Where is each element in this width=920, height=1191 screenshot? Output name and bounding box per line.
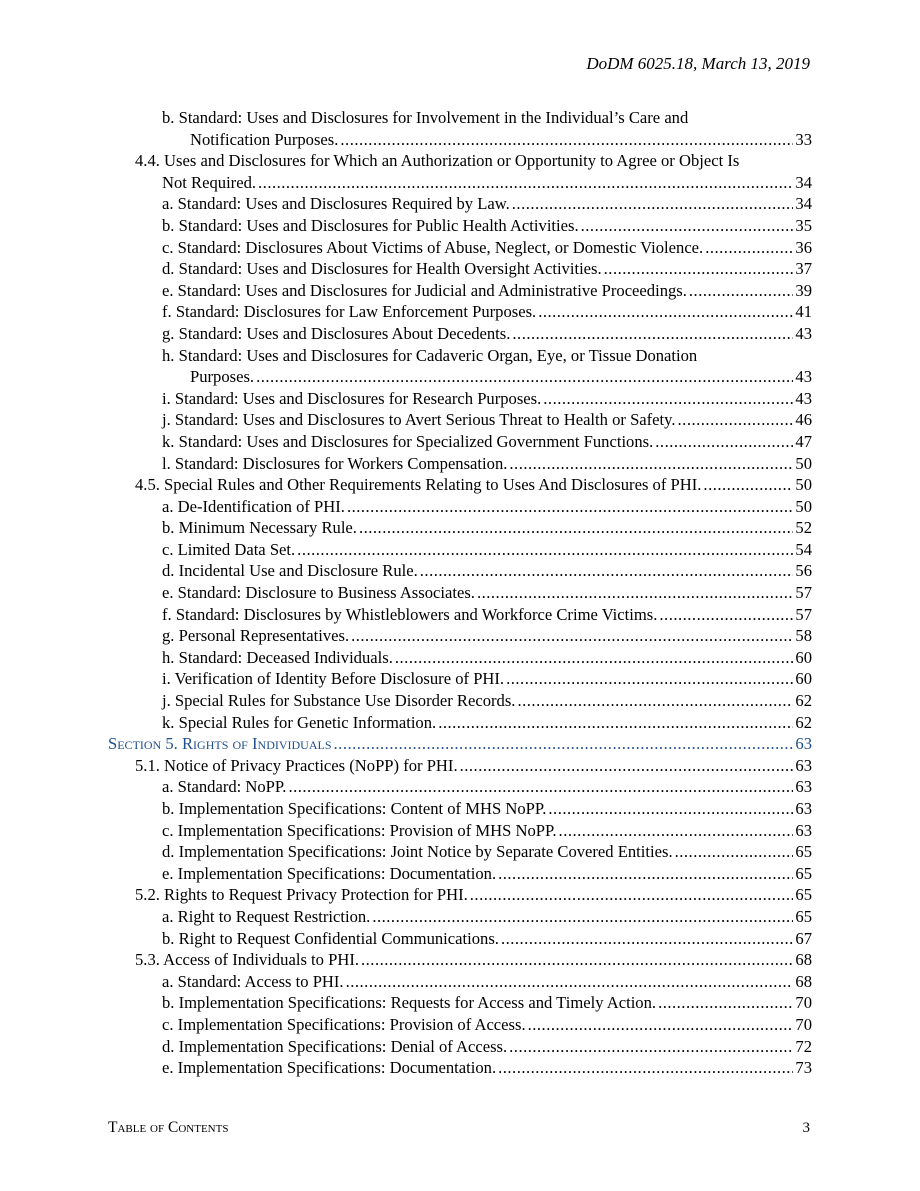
toc-entry-title: b. Implementation Specifications: Content of MHS NoPP.	[162, 799, 547, 818]
toc-entry	[108, 928, 812, 950]
toc-entry-title: a. Standard: Uses and Disclosures Required by Law.	[162, 194, 510, 214]
toc-page-number: 54	[795, 539, 812, 559]
toc-dot-leader	[581, 215, 794, 237]
toc-page-number: 56	[795, 561, 812, 581]
toc-entry-title: d. Implementation Specifications: Denial of Access.	[162, 1036, 508, 1056]
toc-entry-title: d. Implementation Specifications: Joint Notice by Separate Covered Entities.	[162, 842, 673, 862]
toc-page-number: 63	[795, 799, 812, 818]
toc-entry-title: e. Standard: Uses and Disclosures for Judicial and Administrative Proceedings.	[162, 280, 687, 300]
toc-entry	[108, 992, 812, 1014]
toc-page-number: 72	[795, 1036, 812, 1056]
toc-dot-leader	[361, 949, 793, 971]
toc-dot-leader	[470, 884, 794, 906]
toc-page-number: 35	[795, 215, 812, 235]
toc-dot-leader	[538, 301, 793, 323]
toc-entry	[108, 668, 812, 690]
toc-entry	[108, 820, 812, 842]
toc-page-number: 57	[795, 583, 812, 603]
toc-entry	[108, 906, 812, 928]
footer-label: Table of Contents	[108, 1119, 229, 1136]
toc-page-number: 62	[795, 691, 812, 711]
toc-entry-title: Section 5. Rights of Individuals	[108, 734, 332, 754]
toc-page-number: 68	[795, 971, 812, 991]
table-of-contents	[108, 107, 812, 1079]
toc-entry	[108, 884, 812, 906]
toc-entry-title: b. Minimum Necessary Rule.	[162, 518, 357, 538]
toc-entry	[108, 712, 812, 734]
toc-entry	[108, 690, 812, 712]
toc-dot-leader	[351, 625, 793, 647]
toc-entry-title: e. Implementation Specifications: Documentation.	[162, 863, 497, 883]
toc-page-number: 43	[795, 388, 812, 408]
toc-dot-leader	[297, 539, 793, 561]
toc-dot-leader	[460, 755, 794, 777]
toc-entry	[108, 625, 812, 647]
toc-dot-leader	[509, 1036, 793, 1058]
toc-dot-leader	[258, 172, 793, 194]
toc-entry-title: b. Right to Request Confidential Communications.	[162, 928, 499, 948]
toc-page-number: 50	[795, 475, 812, 495]
toc-entry	[108, 971, 812, 993]
toc-entry	[108, 215, 812, 237]
toc-entry	[108, 1036, 812, 1058]
toc-entry-title: i. Verification of Identity Before Disclosure of PHI.	[162, 669, 505, 689]
toc-entry-title: a. Right to Request Restriction.	[162, 906, 371, 926]
toc-page-number: 63	[795, 777, 812, 797]
toc-page-number: 65	[795, 906, 812, 926]
toc-dot-leader	[559, 820, 794, 842]
toc-page-number: 47	[795, 431, 812, 451]
document-header: DoDM 6025.18, March 13, 2019	[586, 54, 810, 73]
toc-entry-title: k. Standard: Uses and Disclosures for Specialized Government Functions.	[162, 431, 654, 451]
toc-page-number: 39	[795, 280, 812, 300]
toc-entry-title: 5.3. Access of Individuals to PHI.	[135, 950, 359, 970]
toc-page-number: 65	[795, 842, 812, 862]
toc-entry	[108, 863, 812, 885]
toc-entry-title: f. Standard: Disclosures by Whistleblowers and Workforce Crime Victims.	[162, 604, 658, 624]
toc-dot-leader	[347, 496, 793, 518]
toc-entry	[108, 949, 812, 971]
toc-entry-title: 5.2. Rights to Request Privacy Protection for PHI.	[135, 885, 468, 905]
toc-dot-leader	[498, 863, 793, 885]
toc-page-number: 43	[795, 323, 812, 343]
toc-page-number: 50	[795, 496, 812, 516]
toc-entry	[108, 453, 812, 475]
toc-entry	[108, 755, 812, 777]
toc-page-number: 46	[795, 410, 812, 430]
toc-entry-title: b. Implementation Specifications: Requests for Access and Timely Action.	[162, 993, 657, 1013]
toc-entry	[108, 301, 812, 323]
toc-entry	[108, 193, 812, 215]
toc-entry	[108, 237, 812, 259]
toc-page-number: 65	[795, 863, 812, 883]
footer-page-number: 3	[802, 1120, 810, 1136]
toc-dot-leader	[346, 971, 794, 993]
toc-page-number: 58	[795, 626, 812, 646]
toc-entry-title: 5.1. Notice of Privacy Practices (NoPP) for PHI.	[135, 755, 458, 775]
toc-dot-leader	[705, 237, 793, 259]
toc-entry-title: e. Standard: Disclosure to Business Associates.	[162, 583, 475, 603]
toc-entry	[108, 172, 812, 194]
toc-dot-leader	[512, 193, 794, 215]
toc-dot-leader	[689, 280, 794, 302]
toc-entry-title: c. Implementation Specifications: Provision of Access.	[162, 1014, 526, 1034]
page-footer	[108, 1119, 810, 1137]
toc-dot-leader	[528, 1014, 794, 1036]
toc-dot-leader	[498, 1057, 793, 1079]
toc-page-number: 70	[795, 1014, 812, 1034]
toc-entry-title: b. Standard: Uses and Disclosures for Public Health Activities.	[162, 215, 579, 235]
toc-entry-title: 4.5. Special Rules and Other Requirements Relating to Uses And Disclosures of PHI.	[135, 475, 702, 495]
toc-entry	[108, 388, 812, 410]
toc-dot-leader	[334, 733, 794, 755]
toc-dot-leader	[658, 992, 793, 1014]
toc-entry	[108, 1057, 812, 1079]
toc-entry	[108, 409, 812, 431]
toc-page-number: 43	[795, 367, 812, 387]
toc-entry	[108, 517, 812, 539]
toc-page-number: 50	[795, 453, 812, 473]
toc-page-number: 63	[795, 734, 812, 754]
toc-dot-leader	[517, 690, 793, 712]
toc-page-number: 34	[795, 194, 812, 214]
toc-dot-leader	[359, 517, 793, 539]
toc-entry-title: j. Special Rules for Substance Use Disorder Records.	[162, 691, 516, 711]
toc-entry	[108, 798, 812, 820]
toc-page-number: 62	[795, 712, 812, 732]
toc-entry-title: c. Implementation Specifications: Provision of MHS NoPP.	[162, 820, 557, 840]
toc-entry	[108, 280, 812, 302]
toc-entry	[108, 582, 812, 604]
toc-entry-title: g. Personal Representatives.	[162, 626, 350, 646]
toc-entry	[108, 604, 812, 626]
toc-page-number: 36	[795, 237, 812, 257]
toc-dot-leader	[288, 776, 793, 798]
toc-entry	[108, 345, 812, 367]
toc-entry	[108, 431, 812, 453]
toc-dot-leader	[512, 323, 793, 345]
toc-dot-leader	[438, 712, 793, 734]
toc-page-number: 60	[795, 669, 812, 689]
toc-page-number: 73	[795, 1058, 812, 1078]
toc-entry	[108, 258, 812, 280]
toc-dot-leader	[477, 582, 793, 604]
toc-page-number: 63	[795, 820, 812, 840]
toc-dot-leader	[655, 431, 793, 453]
toc-entry-title: Notification Purposes.	[190, 129, 339, 149]
toc-entry	[108, 323, 812, 345]
toc-entry	[108, 366, 812, 388]
toc-page-number: 41	[795, 302, 812, 322]
toc-page-number: 34	[795, 172, 812, 192]
toc-entry-title: c. Limited Data Set.	[162, 539, 296, 559]
toc-entry-title: a. De-Identification of PHI.	[162, 496, 345, 516]
toc-entry-title: k. Special Rules for Genetic Information.	[162, 712, 437, 732]
toc-page-number: 37	[795, 259, 812, 279]
toc-entry-title: i. Standard: Uses and Disclosures for Research Purposes.	[162, 388, 542, 408]
toc-dot-leader	[340, 129, 793, 151]
toc-entry-title: f. Standard: Disclosures for Law Enforcement Purposes.	[162, 302, 537, 322]
toc-entry-title: Not Required.	[162, 172, 257, 192]
toc-page-number: 33	[795, 129, 812, 149]
toc-dot-leader	[678, 409, 794, 431]
toc-page-number: 57	[795, 604, 812, 624]
toc-page-number: 60	[795, 647, 812, 667]
toc-entry-title: Purposes.	[190, 367, 255, 387]
toc-dot-leader	[604, 258, 794, 280]
toc-entry-title: h. Standard: Deceased Individuals.	[162, 647, 393, 667]
toc-dot-leader	[420, 560, 794, 582]
toc-page-number: 67	[795, 928, 812, 948]
toc-entry	[108, 841, 812, 863]
toc-dot-leader	[675, 841, 794, 863]
toc-entry-title: a. Standard: NoPP.	[162, 777, 287, 797]
toc-dot-leader	[395, 647, 794, 669]
toc-entry-title: c. Standard: Disclosures About Victims of Abuse, Neglect, or Domestic Violence.	[162, 237, 704, 257]
toc-entry	[108, 129, 812, 151]
toc-entry-title: e. Implementation Specifications: Documentation.	[162, 1058, 497, 1078]
toc-entry	[108, 1014, 812, 1036]
toc-dot-leader	[256, 366, 793, 388]
toc-entry	[108, 776, 812, 798]
toc-dot-leader	[543, 388, 793, 410]
toc-page-number: 52	[795, 518, 812, 538]
toc-entry-title: d. Incidental Use and Disclosure Rule.	[162, 561, 418, 581]
toc-section-entry[interactable]	[108, 733, 812, 755]
toc-dot-leader	[703, 474, 793, 496]
toc-entry-title: g. Standard: Uses and Disclosures About Decedents.	[162, 323, 511, 343]
toc-entry-title: b. Standard: Uses and Disclosures for Involvement in the Individual’s Care and	[162, 108, 689, 127]
toc-entry	[108, 560, 812, 582]
toc-entry-title: l. Standard: Disclosures for Workers Compensation.	[162, 453, 508, 473]
toc-dot-leader	[506, 668, 793, 690]
toc-entry	[108, 474, 812, 496]
toc-entry-title: j. Standard: Uses and Disclosures to Avert Serious Threat to Health or Safety.	[162, 410, 676, 430]
toc-entry-title: 4.4. Uses and Disclosures for Which an Authorization or Opportunity to Agree or Object Is	[135, 151, 740, 171]
toc-page-number: 70	[795, 993, 812, 1013]
toc-entry	[108, 150, 812, 172]
toc-entry-title: h. Standard: Uses and Disclosures for Cadaveric Organ, Eye, or Tissue Donation	[162, 345, 698, 365]
toc-entry-title: d. Standard: Uses and Disclosures for Health Oversight Activities.	[162, 259, 602, 279]
toc-dot-leader	[372, 906, 793, 928]
toc-dot-leader	[659, 604, 793, 626]
toc-entry-title: a. Standard: Access to PHI.	[162, 971, 344, 991]
toc-page-number: 65	[795, 885, 812, 905]
toc-entry	[108, 496, 812, 518]
toc-page-number: 63	[795, 755, 812, 775]
toc-entry	[108, 107, 812, 129]
toc-dot-leader	[548, 798, 793, 820]
toc-page-number: 68	[795, 950, 812, 970]
toc-entry	[108, 647, 812, 669]
toc-dot-leader	[501, 928, 793, 950]
toc-dot-leader	[509, 453, 793, 475]
toc-entry	[108, 539, 812, 561]
